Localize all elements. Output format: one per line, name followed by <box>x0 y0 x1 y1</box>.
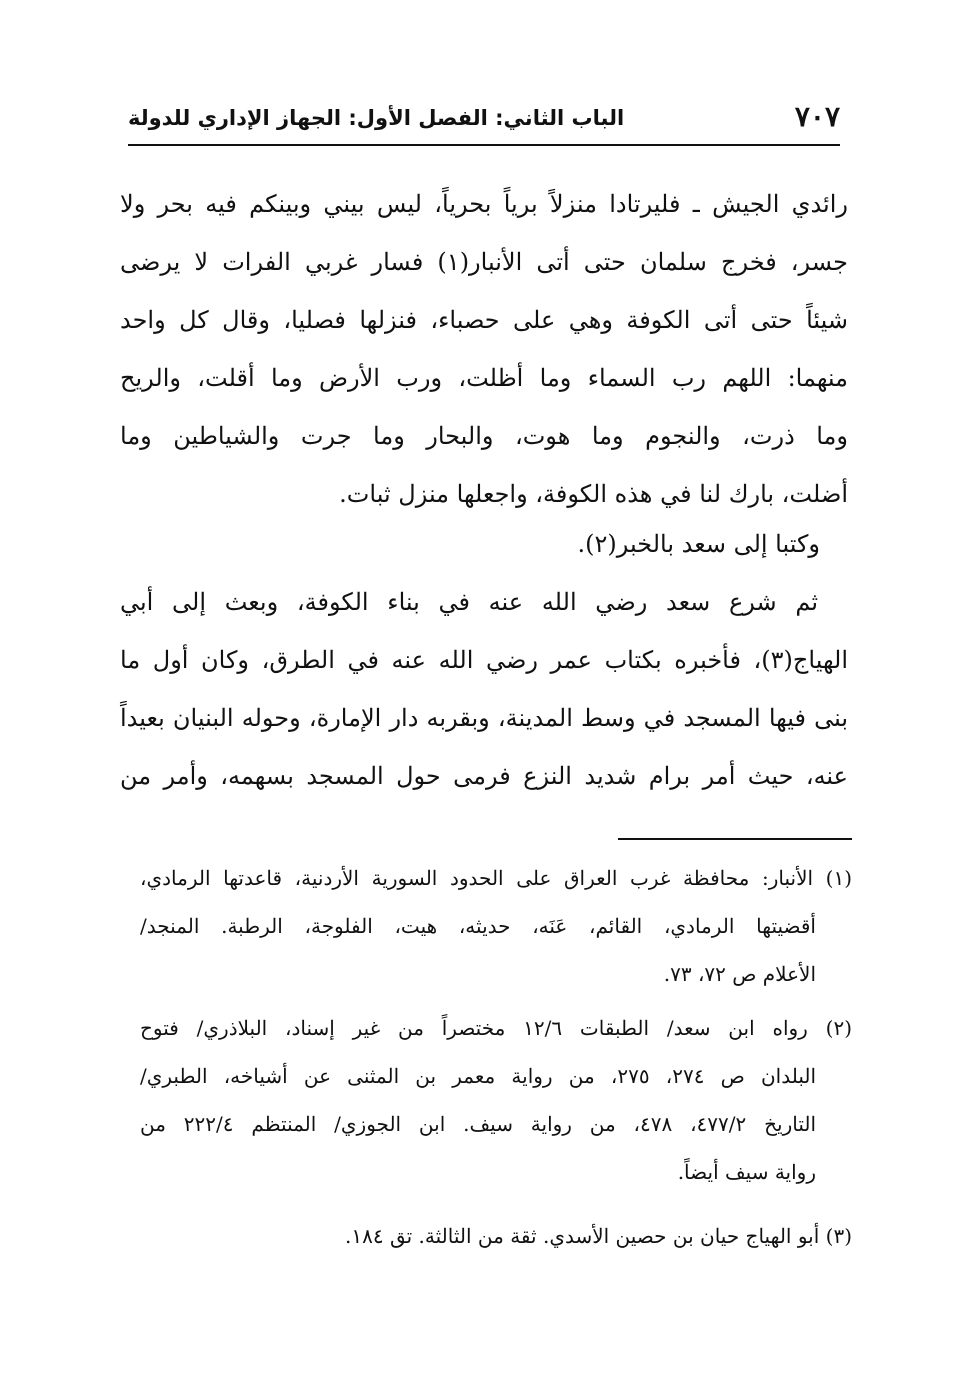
footnote-line: (٣) أبو الهياج حيان بن حصين الأسدي. ثقة من الثالثة. تق ١٨٤. <box>345 1224 852 1248</box>
footnote-line: التاريخ ٤٧٧/٢، ٤٧٨، من رواية سيف. ابن الجوزي/ المنتظم ٢٢٢/٤ من <box>140 1112 817 1136</box>
body-line: رائدي الجيش ـ فليرتادا منزلاً برياً بحرياً، ليس بيني وبينكم فيه بحر ولا <box>120 190 848 218</box>
running-head: الباب الثاني: الفصل الأول: الجهاز الإداري للدولة <box>128 106 625 130</box>
footnote-line: رواية سيف أيضاً. <box>677 1160 816 1184</box>
page-header <box>128 100 840 140</box>
body-line: وكتبا إلى سعد بالخبر(٢). <box>577 530 820 558</box>
body-line: بنى فيها المسجد في وسط المدينة، وبقربه دار الإمارة، وحوله البنيان بعيداً <box>120 704 848 732</box>
body-line: جسر، فخرج سلمان حتى أتى الأنبار(١) فسار غربي الفرات لا يرضى <box>120 248 849 276</box>
footnote-line: الأعلام ص ٧٢، ٧٣. <box>663 962 816 986</box>
footnote-line: (١) الأنبار: محافظة غرب العراق على الحدود السورية الأردنية، قاعدتها الرمادي، <box>140 866 852 890</box>
footnote-line: أقضيتها الرمادي، القائم، عَنَه، حديثه، هيت، الفلوجة، الرطبة. المنجد/ <box>140 914 816 938</box>
body-line: ثم شرع سعد رضي الله عنه في بناء الكوفة، وبعث إلى أبي <box>120 588 818 616</box>
footnote-line: (٢) رواه ابن سعد/ الطبقات ١٢/٦ مختصراً من غير إسناد، البلاذري/ فتوح <box>140 1016 852 1040</box>
body-line: وما ذرت، والنجوم وما هوت، والبحار وما جرت والشياطين وما <box>120 422 848 450</box>
body-line: عنه، حيث أمر برام شديد النزع فرمى حول المسجد بسهمه، وأمر من <box>120 762 848 790</box>
footnote-line: البلدان ص ٢٧٤، ٢٧٥، من رواية معمر بن المثنى عن أشياخه، الطبري/ <box>140 1064 817 1088</box>
body-line: شيئاً حتى أتى الكوفة وهي على حصباء، فنزلها فصليا، وقال كل واحد <box>120 306 848 334</box>
body-line: منهما: اللهم رب السماء وما أظلت، ورب الأرض وما أقلت، والريح <box>120 364 849 392</box>
footnote-separator <box>618 838 852 840</box>
page-number: ٧٠٧ <box>794 100 840 133</box>
body-line: الهياج(٣)، فأخبره بكتاب عمر رضي الله عنه في الطرق، وكان أول ما <box>120 646 848 674</box>
header-rule <box>128 144 840 146</box>
body-line: أضلت، بارك لنا في هذه الكوفة، واجعلها منزل ثبات. <box>339 480 848 508</box>
